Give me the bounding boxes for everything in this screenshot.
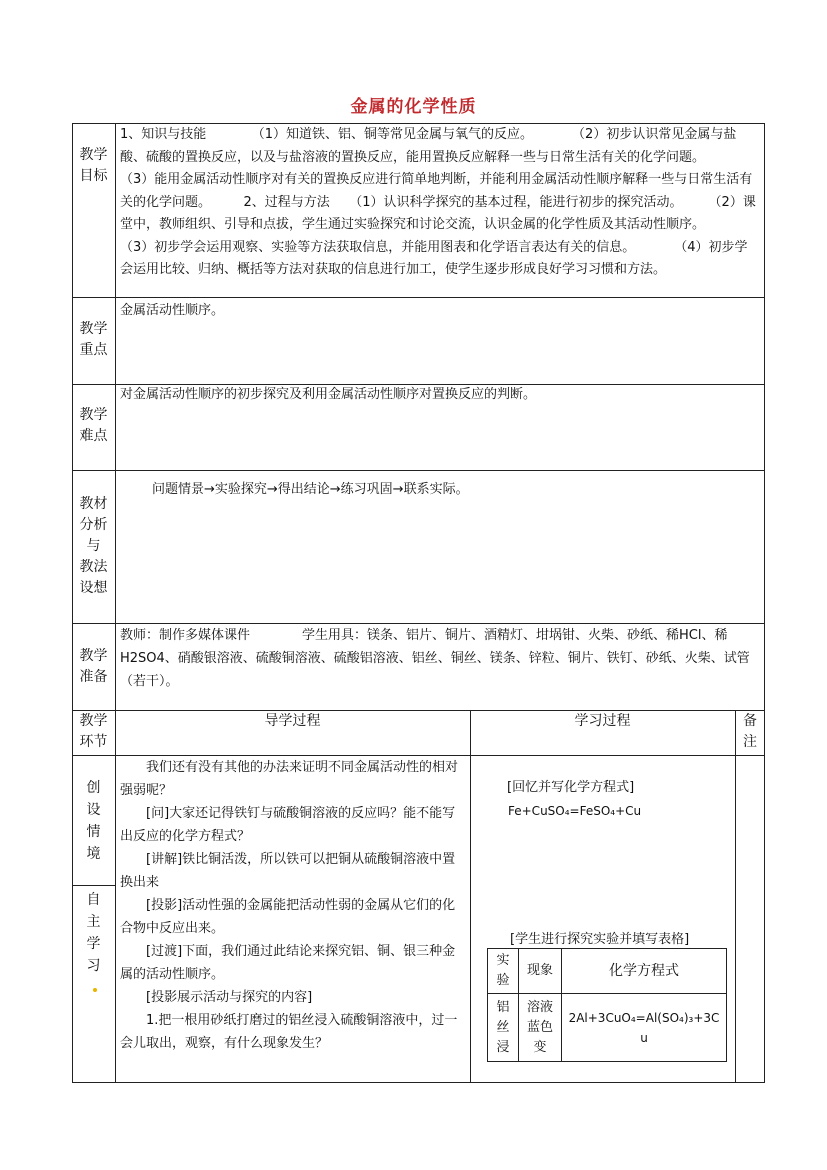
experiment-cell: 铝 丝 浸 [488,994,519,1062]
label-teaching-goals: 教学 目标 [79,147,108,184]
analysis-text: 问题情景→实验探究→得出结论→练习巩固→联系实际。 [152,482,469,497]
label-difficulty: 教学 难点 [79,407,108,444]
guide-paragraph: [讲解]铁比铜活泼，所以铁可以把铜从硫酸铜溶液中置换出来 [120,852,456,890]
row-divider [72,297,765,298]
equation-cell: 2Al+3CuO₄=Al(SO₄)₃+3C u [562,994,727,1062]
yellow-dot-mark [93,988,97,992]
guide-paragraph: 我们还有没有其他的办法来证明不同金属活动性的相对强弱呢？ [120,760,459,798]
equation-iron-copper-sulfate: Fe+CuSO₄=FeSO₄+Cu [508,804,642,818]
key-point-text: 金属活动性顺序。 [120,303,225,318]
guide-column-divider [470,710,471,1083]
teaching-goals-text: 1、知识与技能 （1）知道铁、铝、铜等常见金属与氧气的反应。 （2）初步认识常见金属与盐酸、硫酸的置换反应，以及与盐溶液的置换反应，能用置换反应解释一些与日常生活有关的化学问题。 （3）能用金属活动性顺序对有关的置换反应进行简单地判断，并能利用金属活动性顺序解释一些与日常生活有关的化学问题。 2、过程与方法 （1）认识科学探究的基本过程，能进行初步的探究活动。 （2）课堂中，教师组织、引导和点拔，学生通过实验探究和讨论交流，认识金属的化学性质及其活动性顺序。 （3）初步学会运用观察、实验等方法获取信息，并能用图表和化学语言表达有关的信息。 （4）初步学会运用比较、归纳、概括等方法对获取的信息进行加工，使学生逐步形成良好学习习惯和方法。 [120,127,756,277]
stage-divider [72,885,115,886]
equation-header-cell: 化学方程式 [562,949,727,994]
label-column-divider [115,123,116,1083]
stage-create-situation: 创 设 情 境 [86,780,101,862]
experiment-instruction: [学生进行探究实验并填写表格] [510,932,690,947]
difficulty-text: 对金属活动性顺序的初步探究及利用金属活动性顺序对置换反应的判断。 [120,387,537,402]
header-guide-process: 导学过程 [264,713,321,729]
document-title: 金属的化学性质 [350,97,477,117]
guide-paragraph: [过渡]下面，我们通过此结论来探究铝、铜、银三种金属的活动性顺序。 [120,944,456,982]
label-key-point: 教学 重点 [79,321,108,358]
label-preparation: 教学 准备 [79,648,108,685]
experiment-table [487,948,727,1062]
guide-paragraph: [投影]活动性强的金属能把活动性弱的金属从它们的化合物中反应出来。 [120,898,456,936]
phenomenon-header-cell: 现象 [519,949,562,994]
guide-process-text [120,756,468,1055]
recall-instruction: [回忆并写化学方程式] [507,780,635,795]
stage-self-study: 自 主 学 习 [86,892,101,974]
header-stage: 教学 环节 [79,713,108,750]
phenomenon-cell: 溶液 蓝色 变 [519,994,562,1062]
guide-paragraph: 1.把一根用砂纸打磨过的铝丝浸入硫酸铜溶液中，过一会儿取出，观察，有什么现象发生？ [120,1013,458,1051]
row-divider [72,470,765,471]
preparation-text: 教师：制作多媒体课件 学生用具：镁条、铝片、铜片、酒精灯、坩埚钳、火柴、砂纸、稀HCl、稀H2SO4、硝酸银溶液、硫酸铜溶液、硫酸铝溶液、铝丝、铜丝、镁条、锌粒、铜片、铁钉、砂纸、火柴、试管（若干）。 [120,628,750,689]
label-analysis: 教材 分析 与 教法 设想 [79,496,108,596]
guide-paragraph: [投影展示活动与探究的内容] [146,990,313,1005]
experiment-header-cell: 实 验 [488,949,519,994]
header-remark: 备 注 [743,713,757,750]
header-learning-process: 学习过程 [574,713,631,729]
guide-paragraph: [问]大家还记得铁钉与硫酸铜溶液的反应吗？能不能写出反应的化学方程式？ [120,806,456,844]
remark-column-divider [735,710,736,1083]
